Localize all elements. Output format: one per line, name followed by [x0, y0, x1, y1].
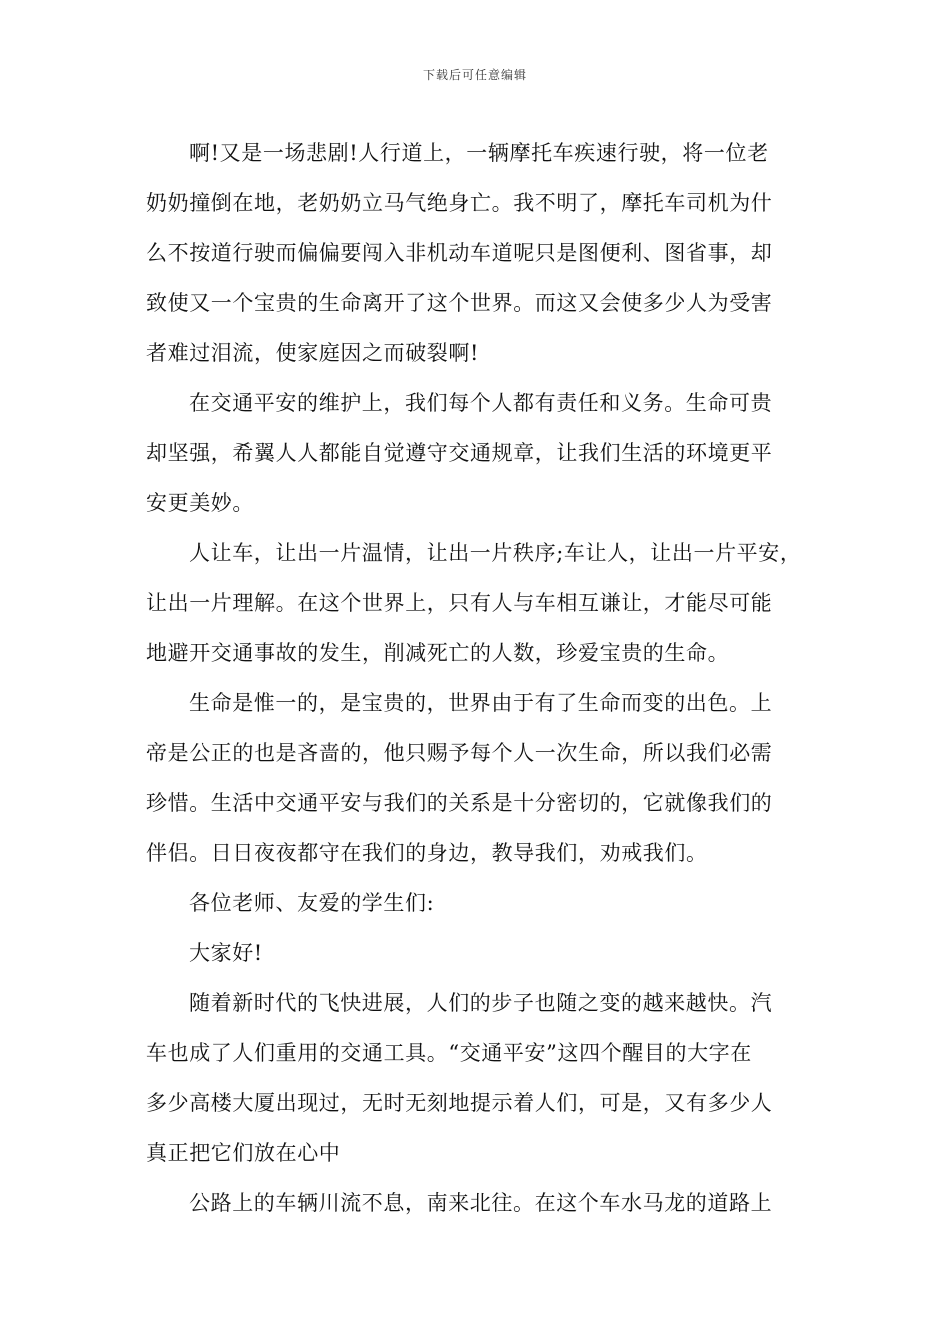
- paragraph-line: 生命是惟一的，是宝贵的，世界由于有了生命而变的出色。上: [189, 691, 773, 715]
- paragraph-line: 真正把它们放在心中: [146, 1141, 341, 1165]
- paragraph: [146, 1178, 806, 1228]
- paragraph-line: 多少高楼大厦出现过，无时无刻地提示着人们，可是，又有多少人: [146, 1091, 773, 1115]
- paragraph-line: 么不按道行驶而偏偏要闯入非机动车道呢只是图便利、图省事，却: [146, 241, 773, 265]
- paragraph-line: 者难过泪流，使家庭因之而破裂啊!: [146, 341, 480, 365]
- greeting: [146, 928, 806, 978]
- paragraph: [146, 528, 806, 678]
- salutation: [146, 878, 806, 928]
- paragraph-line: 地避开交通事故的发生，削减死亡的人数，珍爱宝贵的生命。: [146, 641, 730, 665]
- paragraph-line: 各位老师、友爱的学生们:: [189, 891, 435, 915]
- paragraph-line: 却坚强，希翼人人都能自觉遵守交通规章，让我们生活的环境更平: [146, 441, 773, 465]
- paragraph-line: 啊!又是一场悲剧!人行道上，一辆摩托车疾速行驶，将一位老: [189, 141, 769, 165]
- paragraph-line: 公路上的车辆川流不息，南来北往。在这个车水马龙的道路上: [189, 1191, 773, 1215]
- paragraph-line: 随着新时代的飞快进展，人们的步子也随之变的越来越快。汽: [189, 991, 773, 1015]
- paragraph-line: 珍惜。生活中交通平安与我们的关系是十分密切的，它就像我们的: [146, 791, 773, 815]
- page-header: 下载后可任意编辑: [422, 68, 527, 82]
- paragraph-line: 致使又一个宝贵的生命离开了这个世界。而这又会使多少人为受害: [146, 291, 773, 315]
- paragraph-line: 伴侣。日日夜夜都守在我们的身边，教导我们，劝戒我们。: [146, 841, 708, 865]
- paragraph-line: 车也成了人们重用的交通工具。“交通平安”这四个醒目的大字在: [146, 1041, 752, 1065]
- paragraph: [146, 128, 806, 378]
- paragraph-line: 让出一片理解。在这个世界上，只有人与车相互谦让，才能尽可能: [146, 591, 773, 615]
- paragraph: [146, 678, 806, 878]
- paragraph-line: 安更美妙。: [146, 491, 254, 515]
- paragraph-line: 在交通平安的维护上，我们每个人都有责任和义务。生命可贵: [189, 391, 773, 415]
- paragraph-line: 人让车，让出一片温情，让出一片秩序;车让人，让出一片平安，: [189, 541, 802, 565]
- document-body: [146, 128, 806, 1228]
- paragraph-line: 奶奶撞倒在地，老奶奶立马气绝身亡。我不明了，摩托车司机为什: [146, 191, 773, 215]
- paragraph-line: 帝是公正的也是吝啬的，他只赐予每个人一次生命，所以我们必需: [146, 741, 773, 765]
- paragraph: [146, 378, 806, 528]
- paragraph-line: 大家好!: [189, 941, 263, 965]
- paragraph: [146, 978, 806, 1178]
